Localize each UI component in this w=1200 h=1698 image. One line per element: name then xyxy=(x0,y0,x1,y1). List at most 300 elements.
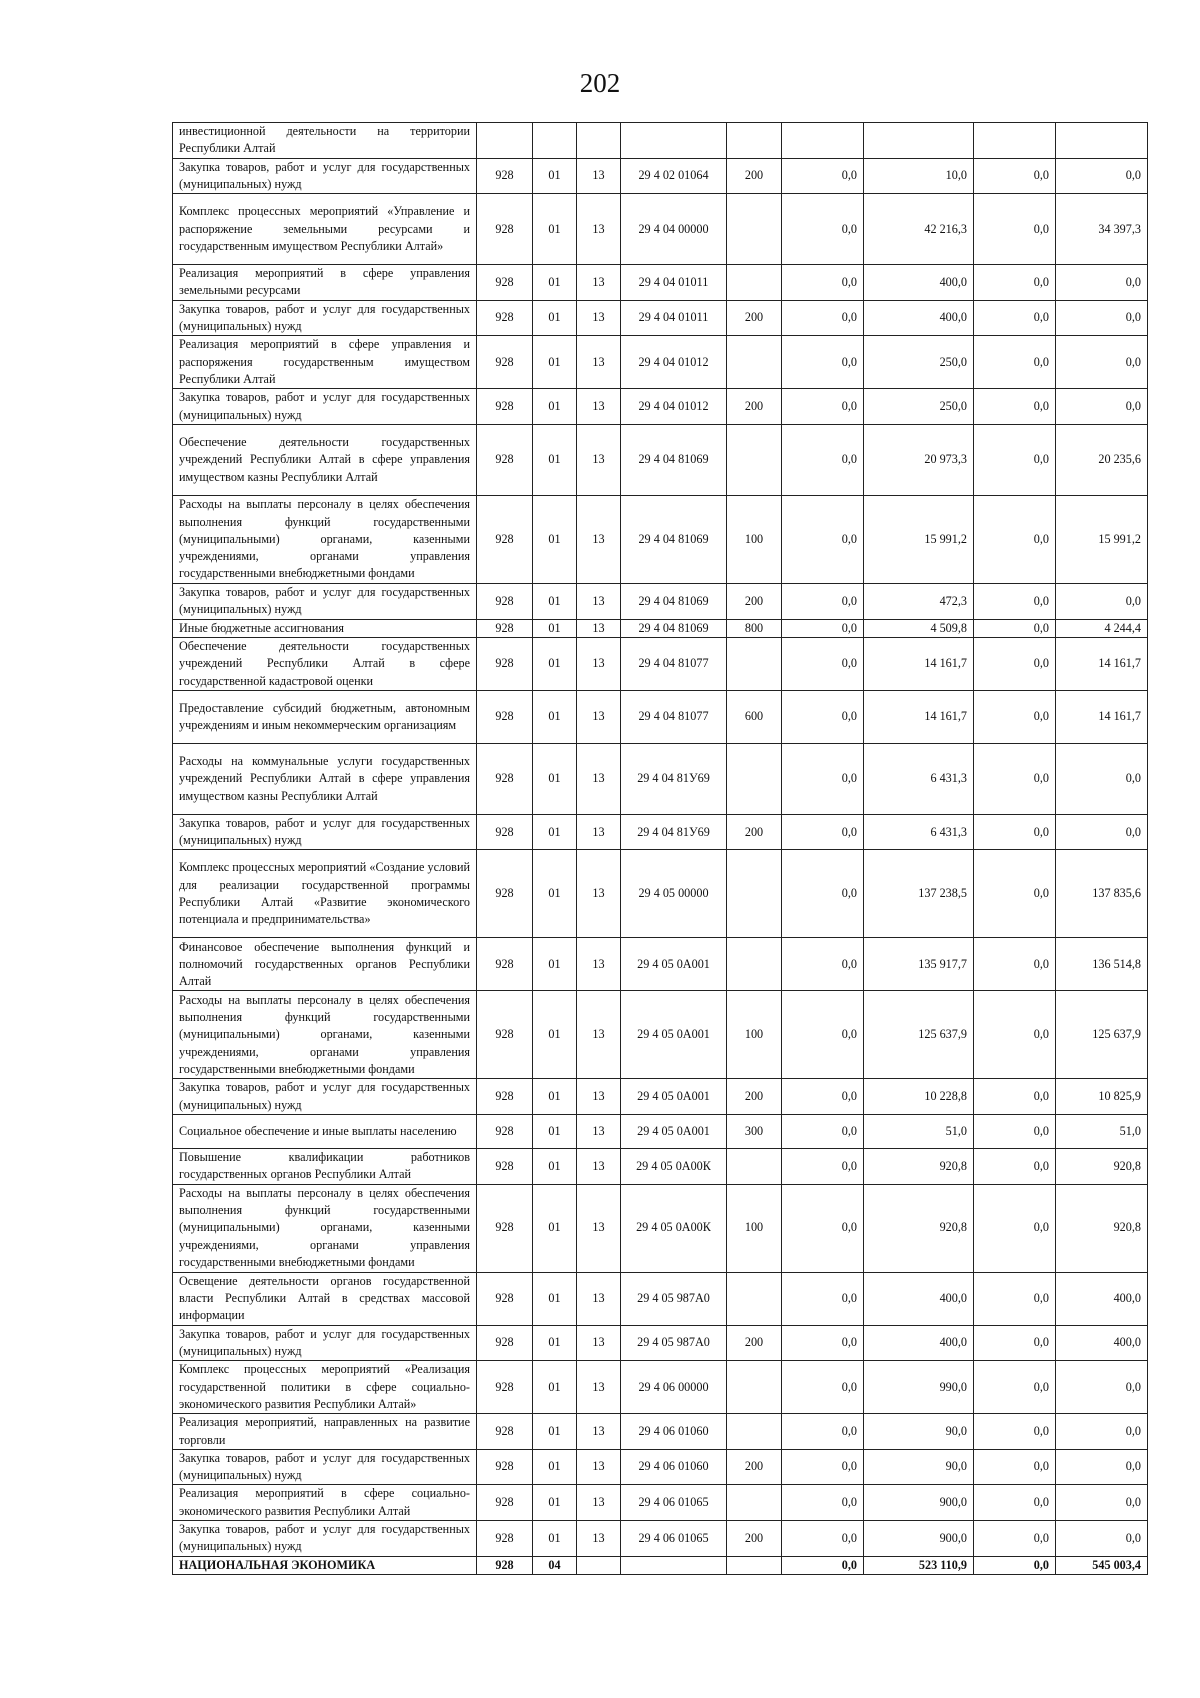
row-name: Закупка товаров, работ и услуг для государственных (муниципальных) нужд xyxy=(173,389,477,425)
table-row xyxy=(173,850,1148,938)
section-code: 01 xyxy=(533,991,577,1079)
amount-col-1: 0,0 xyxy=(782,1272,864,1325)
amount-col-4: 51,0 xyxy=(1056,1115,1148,1149)
amount-col-4: 0,0 xyxy=(1056,265,1148,301)
table-row xyxy=(173,1556,1148,1574)
subsection-code xyxy=(577,123,621,159)
target-article-code: 29 4 05 0А001 xyxy=(621,991,727,1079)
subsection-code: 13 xyxy=(577,158,621,194)
subsection-code: 13 xyxy=(577,938,621,991)
expense-type-code: 200 xyxy=(727,1521,782,1557)
expense-type-code: 200 xyxy=(727,389,782,425)
expense-type-code xyxy=(727,1361,782,1414)
amount-col-3: 0,0 xyxy=(974,158,1056,194)
section-code: 01 xyxy=(533,265,577,301)
row-name: Закупка товаров, работ и услуг для государственных (муниципальных) нужд xyxy=(173,1079,477,1115)
subsection-code: 13 xyxy=(577,814,621,850)
amount-col-4: 137 835,6 xyxy=(1056,850,1148,938)
amount-col-1: 0,0 xyxy=(782,265,864,301)
amount-col-2: 135 917,7 xyxy=(864,938,974,991)
amount-col-4: 0,0 xyxy=(1056,389,1148,425)
section-code: 01 xyxy=(533,1325,577,1361)
amount-col-1: 0,0 xyxy=(782,336,864,389)
expense-type-code xyxy=(727,637,782,690)
amount-col-2: 990,0 xyxy=(864,1361,974,1414)
row-name: Закупка товаров, работ и услуг для государственных (муниципальных) нужд xyxy=(173,300,477,336)
amount-col-3: 0,0 xyxy=(974,495,1056,583)
subsection-code: 13 xyxy=(577,1149,621,1185)
amount-col-3: 0,0 xyxy=(974,1361,1056,1414)
amount-col-2: 14 161,7 xyxy=(864,637,974,690)
row-name: Расходы на выплаты персоналу в целях обеспечения выполнения функций государственными (муниципальными) органами, казенными учреждениями, органами управления государственными внебюджетными фондами xyxy=(173,1184,477,1272)
amount-col-1: 0,0 xyxy=(782,637,864,690)
amount-col-2: 137 238,5 xyxy=(864,850,974,938)
grbs-code xyxy=(477,123,533,159)
amount-col-1: 0,0 xyxy=(782,1485,864,1521)
target-article-code: 29 4 04 81У69 xyxy=(621,743,727,814)
row-name: Реализация мероприятий в сфере социально-экономического развития Республики Алтай xyxy=(173,1485,477,1521)
section-code: 01 xyxy=(533,1449,577,1485)
row-name: Финансовое обеспечение выполнения функций и полномочий государственных органов Республики Алтай xyxy=(173,938,477,991)
amount-col-4: 0,0 xyxy=(1056,336,1148,389)
table-row xyxy=(173,814,1148,850)
grbs-code: 928 xyxy=(477,1361,533,1414)
subsection-code: 13 xyxy=(577,1115,621,1149)
amount-col-3: 0,0 xyxy=(974,637,1056,690)
amount-col-3: 0,0 xyxy=(974,690,1056,743)
grbs-code: 928 xyxy=(477,1414,533,1450)
target-article-code: 29 4 04 00000 xyxy=(621,194,727,265)
subsection-code: 13 xyxy=(577,991,621,1079)
expense-type-code xyxy=(727,265,782,301)
section-code: 01 xyxy=(533,336,577,389)
amount-col-2: 51,0 xyxy=(864,1115,974,1149)
row-name: Закупка товаров, работ и услуг для государственных (муниципальных) нужд xyxy=(173,814,477,850)
amount-col-1: 0,0 xyxy=(782,389,864,425)
expense-type-code xyxy=(727,1414,782,1450)
subsection-code: 13 xyxy=(577,1361,621,1414)
amount-col-1: 0,0 xyxy=(782,938,864,991)
amount-col-2: 6 431,3 xyxy=(864,743,974,814)
expense-type-code: 800 xyxy=(727,619,782,637)
amount-col-4: 14 161,7 xyxy=(1056,690,1148,743)
row-name: Обеспечение деятельности государственных учреждений Республики Алтай в сфере управления имуществом казны Республики Алтай xyxy=(173,424,477,495)
table-row xyxy=(173,1449,1148,1485)
amount-col-1: 0,0 xyxy=(782,619,864,637)
subsection-code: 13 xyxy=(577,1079,621,1115)
subsection-code: 13 xyxy=(577,637,621,690)
row-name: Комплекс процессных мероприятий «Реализация государственной политики в сфере социально-экономического развития Республики Алтай» xyxy=(173,1361,477,1414)
amount-col-3: 0,0 xyxy=(974,814,1056,850)
expense-type-code: 100 xyxy=(727,495,782,583)
table-row xyxy=(173,1272,1148,1325)
expense-type-code xyxy=(727,1272,782,1325)
target-article-code: 29 4 05 00000 xyxy=(621,850,727,938)
section-code xyxy=(533,123,577,159)
grbs-code: 928 xyxy=(477,1184,533,1272)
expense-type-code: 100 xyxy=(727,991,782,1079)
grbs-code: 928 xyxy=(477,1115,533,1149)
amount-col-1: 0,0 xyxy=(782,814,864,850)
grbs-code: 928 xyxy=(477,424,533,495)
grbs-code: 928 xyxy=(477,637,533,690)
table-row xyxy=(173,194,1148,265)
expense-type-code: 300 xyxy=(727,1115,782,1149)
expense-type-code xyxy=(727,424,782,495)
grbs-code: 928 xyxy=(477,1485,533,1521)
expense-type-code xyxy=(727,850,782,938)
amount-col-2: 15 991,2 xyxy=(864,495,974,583)
amount-col-2: 250,0 xyxy=(864,389,974,425)
amount-col-1: 0,0 xyxy=(782,158,864,194)
amount-col-1: 0,0 xyxy=(782,1414,864,1450)
section-code: 01 xyxy=(533,1485,577,1521)
table-row xyxy=(173,1485,1148,1521)
amount-col-3: 0,0 xyxy=(974,583,1056,619)
expense-type-code: 200 xyxy=(727,814,782,850)
grbs-code: 928 xyxy=(477,265,533,301)
row-name: Реализация мероприятий в сфере управления земельными ресурсами xyxy=(173,265,477,301)
amount-col-2: 90,0 xyxy=(864,1414,974,1450)
target-article-code: 29 4 02 01064 xyxy=(621,158,727,194)
expense-type-code xyxy=(727,1485,782,1521)
grbs-code: 928 xyxy=(477,1149,533,1185)
row-name: Расходы на выплаты персоналу в целях обеспечения выполнения функций государственными (муниципальными) органами, казенными учреждениями, органами управления государственными внебюджетными фондами xyxy=(173,495,477,583)
amount-col-1: 0,0 xyxy=(782,495,864,583)
section-code: 01 xyxy=(533,1521,577,1557)
table-row xyxy=(173,938,1148,991)
grbs-code: 928 xyxy=(477,1325,533,1361)
amount-col-3: 0,0 xyxy=(974,938,1056,991)
amount-col-1: 0,0 xyxy=(782,1325,864,1361)
target-article-code: 29 4 04 81069 xyxy=(621,424,727,495)
target-article-code xyxy=(621,123,727,159)
amount-col-3: 0,0 xyxy=(974,1414,1056,1450)
grbs-code: 928 xyxy=(477,336,533,389)
amount-col-3: 0,0 xyxy=(974,424,1056,495)
row-name: Иные бюджетные ассигнования xyxy=(173,619,477,637)
grbs-code: 928 xyxy=(477,814,533,850)
amount-col-1: 0,0 xyxy=(782,991,864,1079)
target-article-code: 29 4 04 81077 xyxy=(621,637,727,690)
amount-col-2: 4 509,8 xyxy=(864,619,974,637)
row-name: НАЦИОНАЛЬНАЯ ЭКОНОМИКА xyxy=(173,1556,477,1574)
grbs-code: 928 xyxy=(477,938,533,991)
subsection-code: 13 xyxy=(577,1414,621,1450)
expense-type-code xyxy=(727,938,782,991)
expense-type-code: 200 xyxy=(727,583,782,619)
amount-col-4: 0,0 xyxy=(1056,583,1148,619)
amount-col-3: 0,0 xyxy=(974,1079,1056,1115)
amount-col-1: 0,0 xyxy=(782,743,864,814)
budget-table xyxy=(172,122,1148,1575)
page-number: 202 xyxy=(579,68,621,98)
amount-col-2: 6 431,3 xyxy=(864,814,974,850)
grbs-code: 928 xyxy=(477,1521,533,1557)
section-code: 01 xyxy=(533,583,577,619)
grbs-code: 928 xyxy=(477,1272,533,1325)
amount-col-4: 400,0 xyxy=(1056,1272,1148,1325)
table-row xyxy=(173,336,1148,389)
table-row xyxy=(173,1361,1148,1414)
table-row xyxy=(173,1184,1148,1272)
table-row xyxy=(173,265,1148,301)
table-row xyxy=(173,1521,1148,1557)
subsection-code: 13 xyxy=(577,1325,621,1361)
subsection-code: 13 xyxy=(577,1485,621,1521)
amount-col-4: 136 514,8 xyxy=(1056,938,1148,991)
grbs-code: 928 xyxy=(477,1449,533,1485)
grbs-code: 928 xyxy=(477,619,533,637)
subsection-code: 13 xyxy=(577,265,621,301)
amount-col-4: 0,0 xyxy=(1056,1521,1148,1557)
table-row xyxy=(173,583,1148,619)
section-code: 01 xyxy=(533,1184,577,1272)
row-name: Предоставление субсидий бюджетным, автономным учреждениям и иным некоммерческим организациям xyxy=(173,690,477,743)
subsection-code: 13 xyxy=(577,389,621,425)
section-code: 01 xyxy=(533,690,577,743)
row-name: Комплекс процессных мероприятий «Управление и распоряжение земельными ресурсами и государственным имуществом Республики Алтай» xyxy=(173,194,477,265)
amount-col-3: 0,0 xyxy=(974,1184,1056,1272)
grbs-code: 928 xyxy=(477,690,533,743)
amount-col-4: 920,8 xyxy=(1056,1149,1148,1185)
grbs-code: 928 xyxy=(477,583,533,619)
target-article-code: 29 4 05 0А001 xyxy=(621,1115,727,1149)
amount-col-4: 20 235,6 xyxy=(1056,424,1148,495)
amount-col-2: 90,0 xyxy=(864,1449,974,1485)
amount-col-1: 0,0 xyxy=(782,1184,864,1272)
amount-col-4: 0,0 xyxy=(1056,300,1148,336)
section-code: 01 xyxy=(533,158,577,194)
table-row xyxy=(173,991,1148,1079)
expense-type-code xyxy=(727,743,782,814)
grbs-code: 928 xyxy=(477,1556,533,1574)
expense-type-code: 100 xyxy=(727,1184,782,1272)
table-row xyxy=(173,1115,1148,1149)
amount-col-1: 0,0 xyxy=(782,300,864,336)
amount-col-3: 0,0 xyxy=(974,194,1056,265)
amount-col-1: 0,0 xyxy=(782,1521,864,1557)
amount-col-4: 920,8 xyxy=(1056,1184,1148,1272)
section-code: 01 xyxy=(533,194,577,265)
amount-col-4: 0,0 xyxy=(1056,158,1148,194)
grbs-code: 928 xyxy=(477,300,533,336)
amount-col-2: 20 973,3 xyxy=(864,424,974,495)
expense-type-code: 200 xyxy=(727,1079,782,1115)
amount-col-3 xyxy=(974,123,1056,159)
table-row xyxy=(173,690,1148,743)
table-row xyxy=(173,158,1148,194)
table-row xyxy=(173,300,1148,336)
section-code: 01 xyxy=(533,814,577,850)
amount-col-4: 0,0 xyxy=(1056,1449,1148,1485)
target-article-code: 29 4 04 81077 xyxy=(621,690,727,743)
grbs-code: 928 xyxy=(477,991,533,1079)
row-name: Закупка товаров, работ и услуг для государственных (муниципальных) нужд xyxy=(173,1521,477,1557)
amount-col-3: 0,0 xyxy=(974,1149,1056,1185)
target-article-code: 29 4 05 0А00К xyxy=(621,1149,727,1185)
subsection-code: 13 xyxy=(577,1449,621,1485)
amount-col-2: 920,8 xyxy=(864,1149,974,1185)
amount-col-4 xyxy=(1056,123,1148,159)
target-article-code: 29 4 06 00000 xyxy=(621,1361,727,1414)
row-name: Расходы на коммунальные услуги государственных учреждений Республики Алтай в сфере управления имуществом казны Республики Алтай xyxy=(173,743,477,814)
subsection-code: 13 xyxy=(577,583,621,619)
amount-col-4: 15 991,2 xyxy=(1056,495,1148,583)
amount-col-4: 34 397,3 xyxy=(1056,194,1148,265)
amount-col-4: 0,0 xyxy=(1056,814,1148,850)
amount-col-2: 400,0 xyxy=(864,300,974,336)
amount-col-2: 400,0 xyxy=(864,1272,974,1325)
section-code: 01 xyxy=(533,1079,577,1115)
table-row xyxy=(173,637,1148,690)
amount-col-3: 0,0 xyxy=(974,1115,1056,1149)
amount-col-4: 14 161,7 xyxy=(1056,637,1148,690)
target-article-code: 29 4 04 01012 xyxy=(621,336,727,389)
section-code: 01 xyxy=(533,424,577,495)
target-article-code: 29 4 04 81У69 xyxy=(621,814,727,850)
section-code: 01 xyxy=(533,495,577,583)
expense-type-code xyxy=(727,336,782,389)
expense-type-code: 200 xyxy=(727,1325,782,1361)
subsection-code: 13 xyxy=(577,850,621,938)
amount-col-3: 0,0 xyxy=(974,300,1056,336)
section-code: 01 xyxy=(533,938,577,991)
amount-col-1: 0,0 xyxy=(782,690,864,743)
subsection-code: 13 xyxy=(577,743,621,814)
target-article-code: 29 4 05 0А00К xyxy=(621,1184,727,1272)
section-code: 01 xyxy=(533,850,577,938)
amount-col-3: 0,0 xyxy=(974,1325,1056,1361)
amount-col-2 xyxy=(864,123,974,159)
amount-col-1: 0,0 xyxy=(782,194,864,265)
amount-col-2: 523 110,9 xyxy=(864,1556,974,1574)
table-row xyxy=(173,1325,1148,1361)
expense-type-code xyxy=(727,194,782,265)
amount-col-2: 472,3 xyxy=(864,583,974,619)
amount-col-3: 0,0 xyxy=(974,265,1056,301)
amount-col-1: 0,0 xyxy=(782,1361,864,1414)
amount-col-4: 0,0 xyxy=(1056,1361,1148,1414)
table-row xyxy=(173,1149,1148,1185)
grbs-code: 928 xyxy=(477,1079,533,1115)
section-code: 04 xyxy=(533,1556,577,1574)
target-article-code: 29 4 04 01012 xyxy=(621,389,727,425)
table-body xyxy=(173,123,1148,1575)
amount-col-1: 0,0 xyxy=(782,583,864,619)
subsection-code: 13 xyxy=(577,619,621,637)
amount-col-4: 400,0 xyxy=(1056,1325,1148,1361)
row-name: инвестиционной деятельности на территории Республики Алтай xyxy=(173,123,477,159)
section-code: 01 xyxy=(533,300,577,336)
grbs-code: 928 xyxy=(477,743,533,814)
subsection-code: 13 xyxy=(577,336,621,389)
subsection-code: 13 xyxy=(577,690,621,743)
table-row xyxy=(173,389,1148,425)
row-name: Освещение деятельности органов государственной власти Республики Алтай в средствах массовой информации xyxy=(173,1272,477,1325)
amount-col-3: 0,0 xyxy=(974,991,1056,1079)
amount-col-2: 14 161,7 xyxy=(864,690,974,743)
amount-col-3: 0,0 xyxy=(974,336,1056,389)
amount-col-3: 0,0 xyxy=(974,389,1056,425)
amount-col-2: 900,0 xyxy=(864,1521,974,1557)
row-name: Расходы на выплаты персоналу в целях обеспечения выполнения функций государственными (муниципальными) органами, казенными учреждениями, органами управления государственными внебюджетными фондами xyxy=(173,991,477,1079)
row-name: Закупка товаров, работ и услуг для государственных (муниципальных) нужд xyxy=(173,1325,477,1361)
row-name: Реализация мероприятий, направленных на развитие торговли xyxy=(173,1414,477,1450)
amount-col-2: 10,0 xyxy=(864,158,974,194)
subsection-code: 13 xyxy=(577,194,621,265)
amount-col-2: 900,0 xyxy=(864,1485,974,1521)
section-code: 01 xyxy=(533,619,577,637)
target-article-code: 29 4 05 0А001 xyxy=(621,1079,727,1115)
target-article-code: 29 4 04 81069 xyxy=(621,495,727,583)
expense-type-code xyxy=(727,1149,782,1185)
amount-col-2: 42 216,3 xyxy=(864,194,974,265)
row-name: Закупка товаров, работ и услуг для государственных (муниципальных) нужд xyxy=(173,1449,477,1485)
expense-type-code xyxy=(727,123,782,159)
table-row xyxy=(173,1414,1148,1450)
amount-col-2: 10 228,8 xyxy=(864,1079,974,1115)
subsection-code: 13 xyxy=(577,1184,621,1272)
table-row xyxy=(173,424,1148,495)
table-row xyxy=(173,495,1148,583)
target-article-code: 29 4 05 987А0 xyxy=(621,1325,727,1361)
amount-col-3: 0,0 xyxy=(974,1521,1056,1557)
amount-col-3: 0,0 xyxy=(974,619,1056,637)
target-article-code: 29 4 06 01065 xyxy=(621,1485,727,1521)
amount-col-1: 0,0 xyxy=(782,1556,864,1574)
section-code: 01 xyxy=(533,743,577,814)
amount-col-4: 10 825,9 xyxy=(1056,1079,1148,1115)
expense-type-code: 200 xyxy=(727,1449,782,1485)
target-article-code: 29 4 04 01011 xyxy=(621,265,727,301)
amount-col-2: 920,8 xyxy=(864,1184,974,1272)
expense-type-code: 200 xyxy=(727,158,782,194)
amount-col-3: 0,0 xyxy=(974,1449,1056,1485)
expense-type-code: 200 xyxy=(727,300,782,336)
amount-col-4: 0,0 xyxy=(1056,743,1148,814)
target-article-code: 29 4 04 81069 xyxy=(621,583,727,619)
amount-col-2: 400,0 xyxy=(864,265,974,301)
amount-col-1: 0,0 xyxy=(782,850,864,938)
amount-col-2: 400,0 xyxy=(864,1325,974,1361)
amount-col-4: 125 637,9 xyxy=(1056,991,1148,1079)
row-name: Повышение квалификации работников государственных органов Республики Алтай xyxy=(173,1149,477,1185)
target-article-code: 29 4 04 81069 xyxy=(621,619,727,637)
section-code: 01 xyxy=(533,1149,577,1185)
grbs-code: 928 xyxy=(477,158,533,194)
grbs-code: 928 xyxy=(477,389,533,425)
table-row xyxy=(173,1079,1148,1115)
amount-col-2: 250,0 xyxy=(864,336,974,389)
subsection-code: 13 xyxy=(577,1272,621,1325)
section-code: 01 xyxy=(533,1115,577,1149)
amount-col-3: 0,0 xyxy=(974,850,1056,938)
row-name: Закупка товаров, работ и услуг для государственных (муниципальных) нужд xyxy=(173,583,477,619)
subsection-code xyxy=(577,1556,621,1574)
amount-col-1 xyxy=(782,123,864,159)
target-article-code: 29 4 06 01060 xyxy=(621,1414,727,1450)
subsection-code: 13 xyxy=(577,300,621,336)
amount-col-1: 0,0 xyxy=(782,424,864,495)
subsection-code: 13 xyxy=(577,1521,621,1557)
table-row xyxy=(173,743,1148,814)
section-code: 01 xyxy=(533,1361,577,1414)
amount-col-1: 0,0 xyxy=(782,1149,864,1185)
grbs-code: 928 xyxy=(477,495,533,583)
target-article-code: 29 4 05 987А0 xyxy=(621,1272,727,1325)
amount-col-4: 0,0 xyxy=(1056,1485,1148,1521)
